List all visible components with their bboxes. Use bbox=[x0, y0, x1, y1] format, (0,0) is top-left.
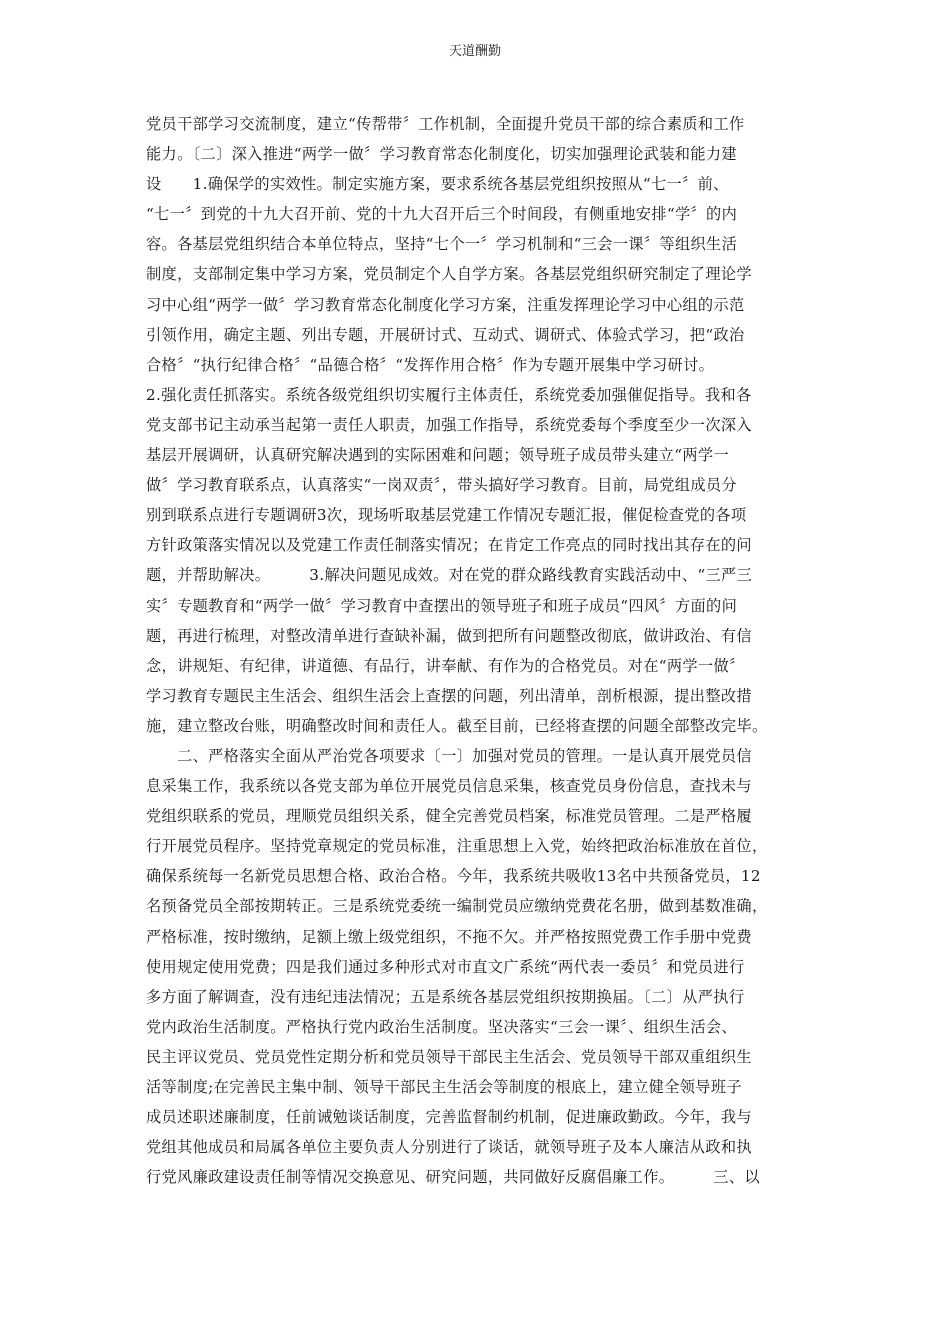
text-line: 题，并帮助解决。 3.解决问题见成效。对在党的群众路线教育实践活动中、“三严三 bbox=[146, 566, 753, 585]
text-line: 2.强化责任抓落实。系统各级党组织切实履行主体责任，系统党委加强催促指导。我和各 bbox=[146, 385, 752, 404]
text-line: 方针政策落实情况以及党建工作责任制落实情况；在肯定工作亮点的同时找出其存在的问 bbox=[146, 536, 752, 555]
text-line: 党支部书记主动承当起第一责任人职责，加强工作指导，系统党委每个季度至少一次深入 bbox=[146, 415, 752, 434]
text-line: 党组织联系的党员，理顺党员组织关系，健全完善党员档案，标准党员管理。二是严格履 bbox=[146, 807, 752, 826]
text-line: 二、严格落实全面从严治党各项要求〔一〕加强对党员的管理。一是认真开展党员信 bbox=[146, 746, 752, 765]
text-line: 实〞专题教育和“两学一做〞学习教育中查摆出的领导班子和班子成员“四风〞方面的问 bbox=[146, 596, 738, 615]
text-line: 名预备党员全部按期转正。三是系统党委统一编制党员应缴纳党费花名册，做到基数准确， bbox=[146, 897, 768, 916]
text-line: 别到联系点进行专题调研3次，现场听取基层党建工作情况专题汇报，催促检查党的各项 bbox=[146, 506, 747, 525]
text-line: 习中心组“两学一做〞学习教育常态化制度化学习方案，注重发挥理论学习中心组的示范 bbox=[146, 295, 745, 314]
text-line: 行党风廉政建设责任制等情况交换意见、研究问题，共同做好反腐倡廉工作。 三、以 bbox=[146, 1168, 760, 1187]
text-line: 合格〞“执行纪律合格〞“品德合格〞“发挥作用合格〞作为专题开展集中学习研讨。 bbox=[146, 355, 715, 374]
text-line: 多方面了解调查，没有违纪违法情况；五是系统各基层党组织按期换届。〔二〕从严执行 bbox=[146, 987, 745, 1006]
text-line: “七一〞到党的十九大召开前、党的十九大召开后三个时间段，有侧重地安排“学〞的内 bbox=[146, 205, 738, 224]
text-line: 设 1.确保学的实效性。制定实施方案，要求系统各基层党组织按照从“七一〞前、 bbox=[146, 175, 729, 194]
text-line: 做〞学习教育联系点，认真落实“一岗双责〞，带头搞好学习教育。目前，局党组成员分 bbox=[146, 476, 737, 495]
text-line: 严格标准，按时缴纳，足额上缴上级党组织，不拖不欠。并严格按照党费工作手册中党费 bbox=[146, 927, 752, 946]
text-line: 题，再进行梳理，对整改清单进行查缺补漏，做到把所有问题整改彻底，做讲政治、有信 bbox=[146, 626, 752, 645]
text-line: 息采集工作，我系统以各党支部为单位开展党员信息采集，核查党员身份信息，查找未与 bbox=[146, 777, 752, 796]
text-line: 制度，支部制定集中学习方案，党员制定个人自学方案。各基层党组织研究制定了理论学 bbox=[146, 265, 752, 284]
text-line: 引领作用，确定主题、列出专题，开展研讨式、互动式、调研式、体验式学习，把“政治 bbox=[146, 325, 745, 344]
text-line: 容。各基层党组织结合本单位特点，坚持“七个一〞学习机制和“三会一课〞等组织生活 bbox=[146, 235, 738, 254]
text-line: 行开展党员程序。坚持党章规定的党员标准，注重思想上入党，始终把政治标准放在首位， bbox=[146, 837, 768, 856]
text-line: 念，讲规矩、有纪律，讲道德、有品行，讲奉献、有作为的合格党员。对在“两学一做〞 bbox=[146, 656, 745, 675]
text-line: 党内政治生活制度。严格执行党内政治生活制度。坚决落实“三会一课〞、组织生活会、 bbox=[146, 1017, 737, 1036]
text-line: 能力。〔二〕深入推进“两学一做〞学习教育常态化制度化，切实加强理论武装和能力建 bbox=[146, 145, 737, 164]
text-line: 学习教育专题民主生活会、组织生活会上查摆的问题，列出清单，剖析根源，提出整改措 bbox=[146, 686, 752, 705]
text-line: 使用规定使用党费；四是我们通过多种形式对市直文广系统“两代表一委员〞和党员进行 bbox=[146, 957, 745, 976]
text-line: 活等制度;在完善民主集中制、领导干部民主生活会等制度的根底上，建立健全领导班子 bbox=[146, 1078, 742, 1096]
text-line: 基层开展调研，认真研究解决遇到的实际困难和问题；领导班子成员带头建立“两学一 bbox=[146, 446, 730, 465]
page-header: 天道酬勤 bbox=[448, 44, 501, 59]
text-line: 施，建立整改台账，明确整改时间和责任人。截至目前，已经将查摆的问题全部整改完毕。 bbox=[146, 716, 768, 735]
text-line: 党员干部学习交流制度，建立“传帮带〞工作机制，全面提升党员干部的综合素质和工作 bbox=[146, 115, 745, 133]
document-body bbox=[146, 109, 806, 1192]
text-line: 成员述职述廉制度，任前诫勉谈话制度，完善监督制约机制，促进廉政勤政。今年，我与 bbox=[146, 1108, 752, 1127]
text-line: 民主评议党员、党员党性定期分析和党员领导干部民主生活会、党员领导干部双重组织生 bbox=[146, 1047, 752, 1066]
text-line: 确保系统每一名新党员思想合格、政治合格。今年，我系统共吸收13名中共预备党员，12 bbox=[146, 867, 761, 886]
text-line: 党组其他成员和局属各单位主要负责人分别进行了谈话，就领导班子及本人廉洁从政和执 bbox=[146, 1138, 752, 1157]
